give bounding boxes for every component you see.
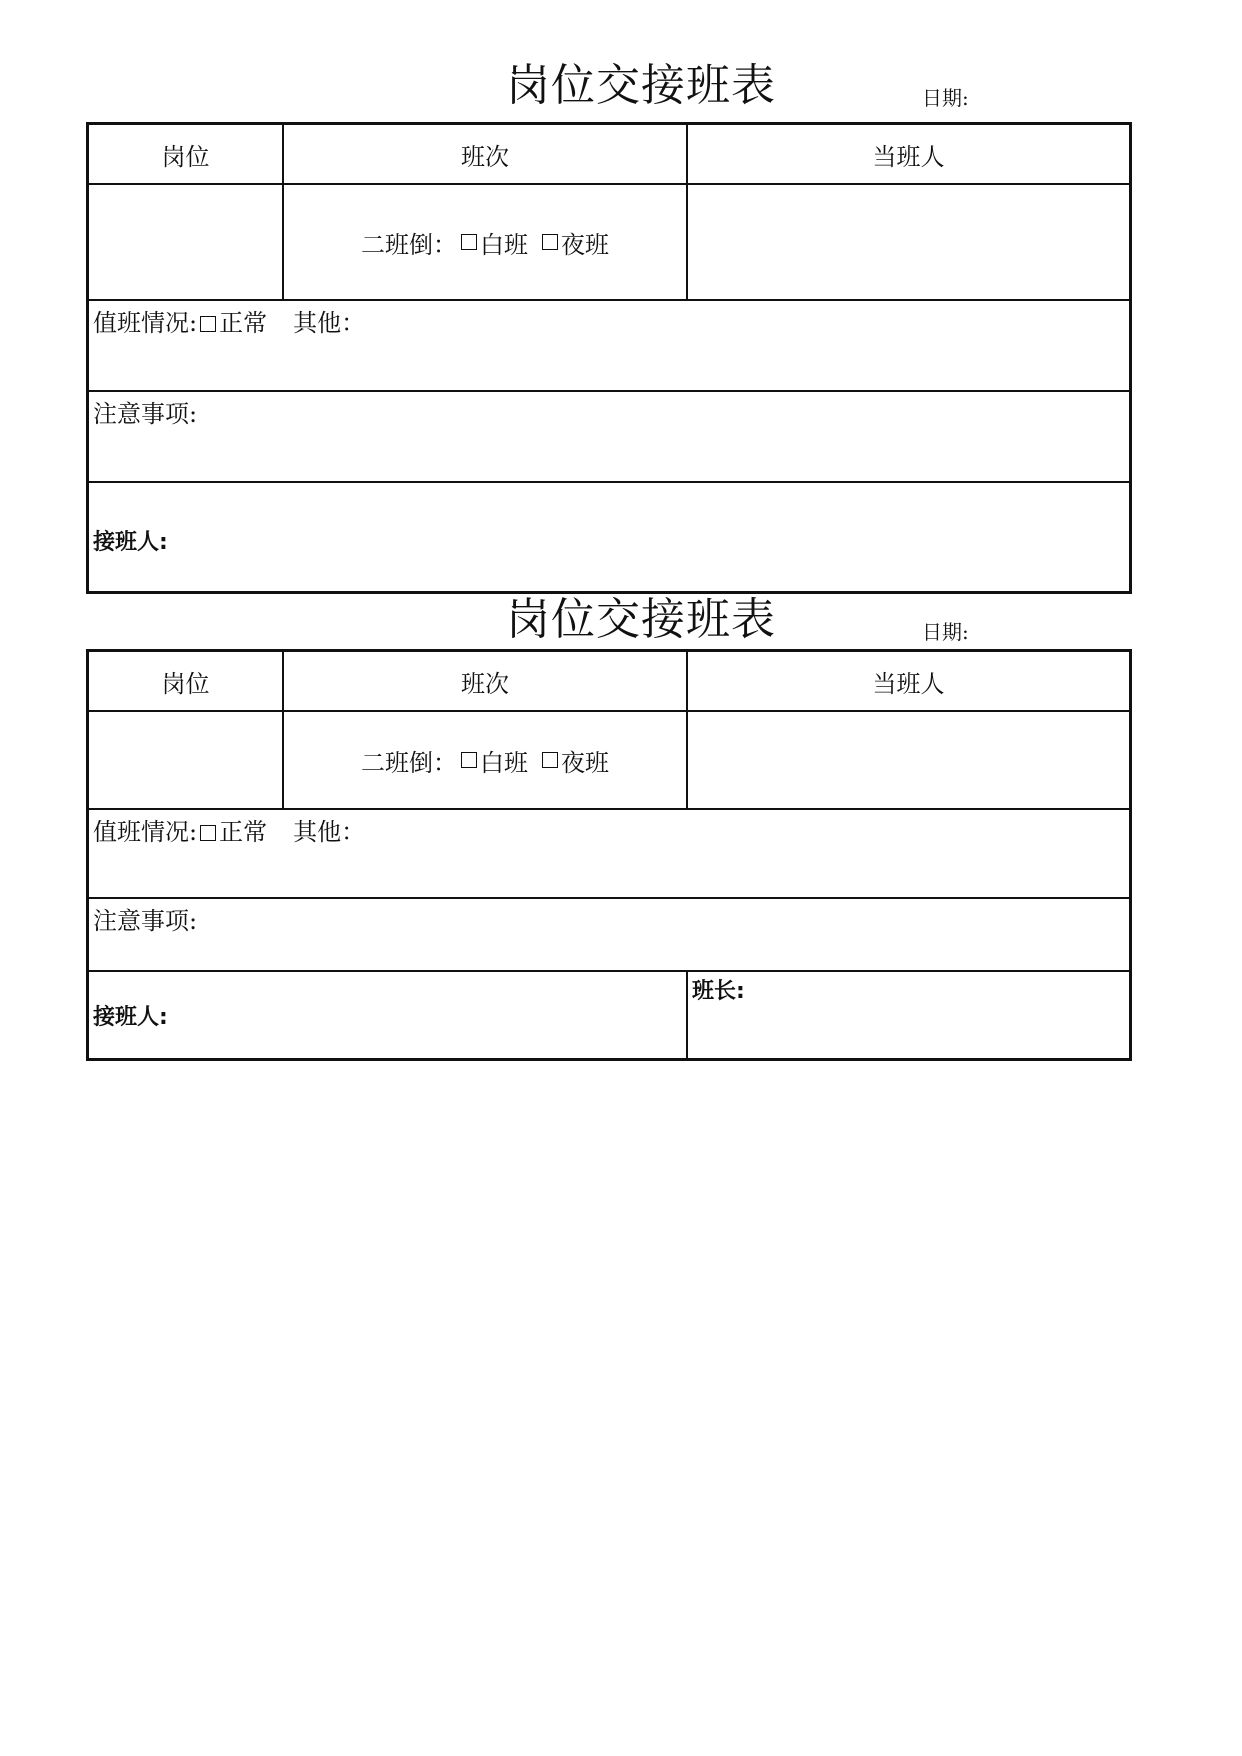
leader-cell[interactable] [686, 972, 1129, 1058]
day-shift-label: 白班 [480, 748, 528, 777]
day-shift-checkbox[interactable] [461, 234, 477, 250]
day-shift-checkbox[interactable] [461, 752, 477, 768]
value-row [89, 710, 1129, 808]
duty-normal-checkbox[interactable] [200, 825, 216, 841]
night-shift-checkbox[interactable] [542, 234, 558, 250]
form-table [86, 649, 1132, 1061]
header-on-duty: 当班人 [686, 125, 1129, 183]
shift-prefix: 二班倒： [361, 230, 457, 259]
duty-other-label: 其他： [293, 309, 366, 337]
header-row [89, 652, 1129, 710]
duty-normal-checkbox[interactable] [200, 316, 216, 332]
form-table [86, 122, 1132, 594]
notes-label: 注意事项: [93, 907, 198, 935]
header-shift: 班次 [282, 125, 686, 183]
form-title: 岗位交接班表 [506, 60, 776, 111]
receiver-label: 接班人: [93, 1005, 168, 1030]
day-shift-label: 白班 [480, 230, 528, 259]
receiver-label: 接班人: [93, 530, 168, 555]
header-row [89, 125, 1129, 183]
leader-label: 班长: [692, 979, 745, 1004]
shift-options-cell [282, 712, 686, 808]
duty-status-line [93, 303, 365, 338]
notes-label: 注意事项: [93, 400, 198, 428]
on-duty-value-cell[interactable] [686, 712, 1129, 808]
header-post: 岗位 [161, 669, 210, 698]
value-row [89, 183, 1129, 299]
header-post: 岗位 [161, 142, 210, 171]
duty-normal-label: 正常 [219, 309, 268, 337]
receiver-row[interactable] [89, 481, 1129, 591]
night-shift-label: 夜班 [561, 748, 609, 777]
duty-status-line [93, 812, 365, 847]
header-on-duty: 当班人 [686, 652, 1129, 710]
night-shift-checkbox[interactable] [542, 752, 558, 768]
post-value-cell[interactable] [89, 185, 282, 299]
receiver-cell[interactable] [89, 972, 686, 1058]
header-shift: 班次 [282, 652, 686, 710]
post-value-cell[interactable] [89, 712, 282, 808]
night-shift-label: 夜班 [561, 230, 609, 259]
on-duty-value-cell[interactable] [686, 185, 1129, 299]
duty-status-label: 值班情况: [93, 818, 198, 846]
shift-prefix: 二班倒： [361, 748, 457, 777]
date-label: 日期: [922, 86, 969, 110]
notes-row[interactable] [89, 897, 1129, 970]
shift-options-cell [282, 185, 686, 299]
duty-status-label: 值班情况: [93, 309, 198, 337]
duty-other-label: 其他： [293, 818, 366, 846]
date-label: 日期: [922, 620, 969, 644]
duty-status-row[interactable] [89, 299, 1129, 390]
duty-normal-label: 正常 [219, 818, 268, 846]
duty-status-row[interactable] [89, 808, 1129, 897]
notes-row[interactable] [89, 390, 1129, 481]
receiver-row [89, 970, 1129, 1058]
form-title: 岗位交接班表 [506, 594, 776, 645]
